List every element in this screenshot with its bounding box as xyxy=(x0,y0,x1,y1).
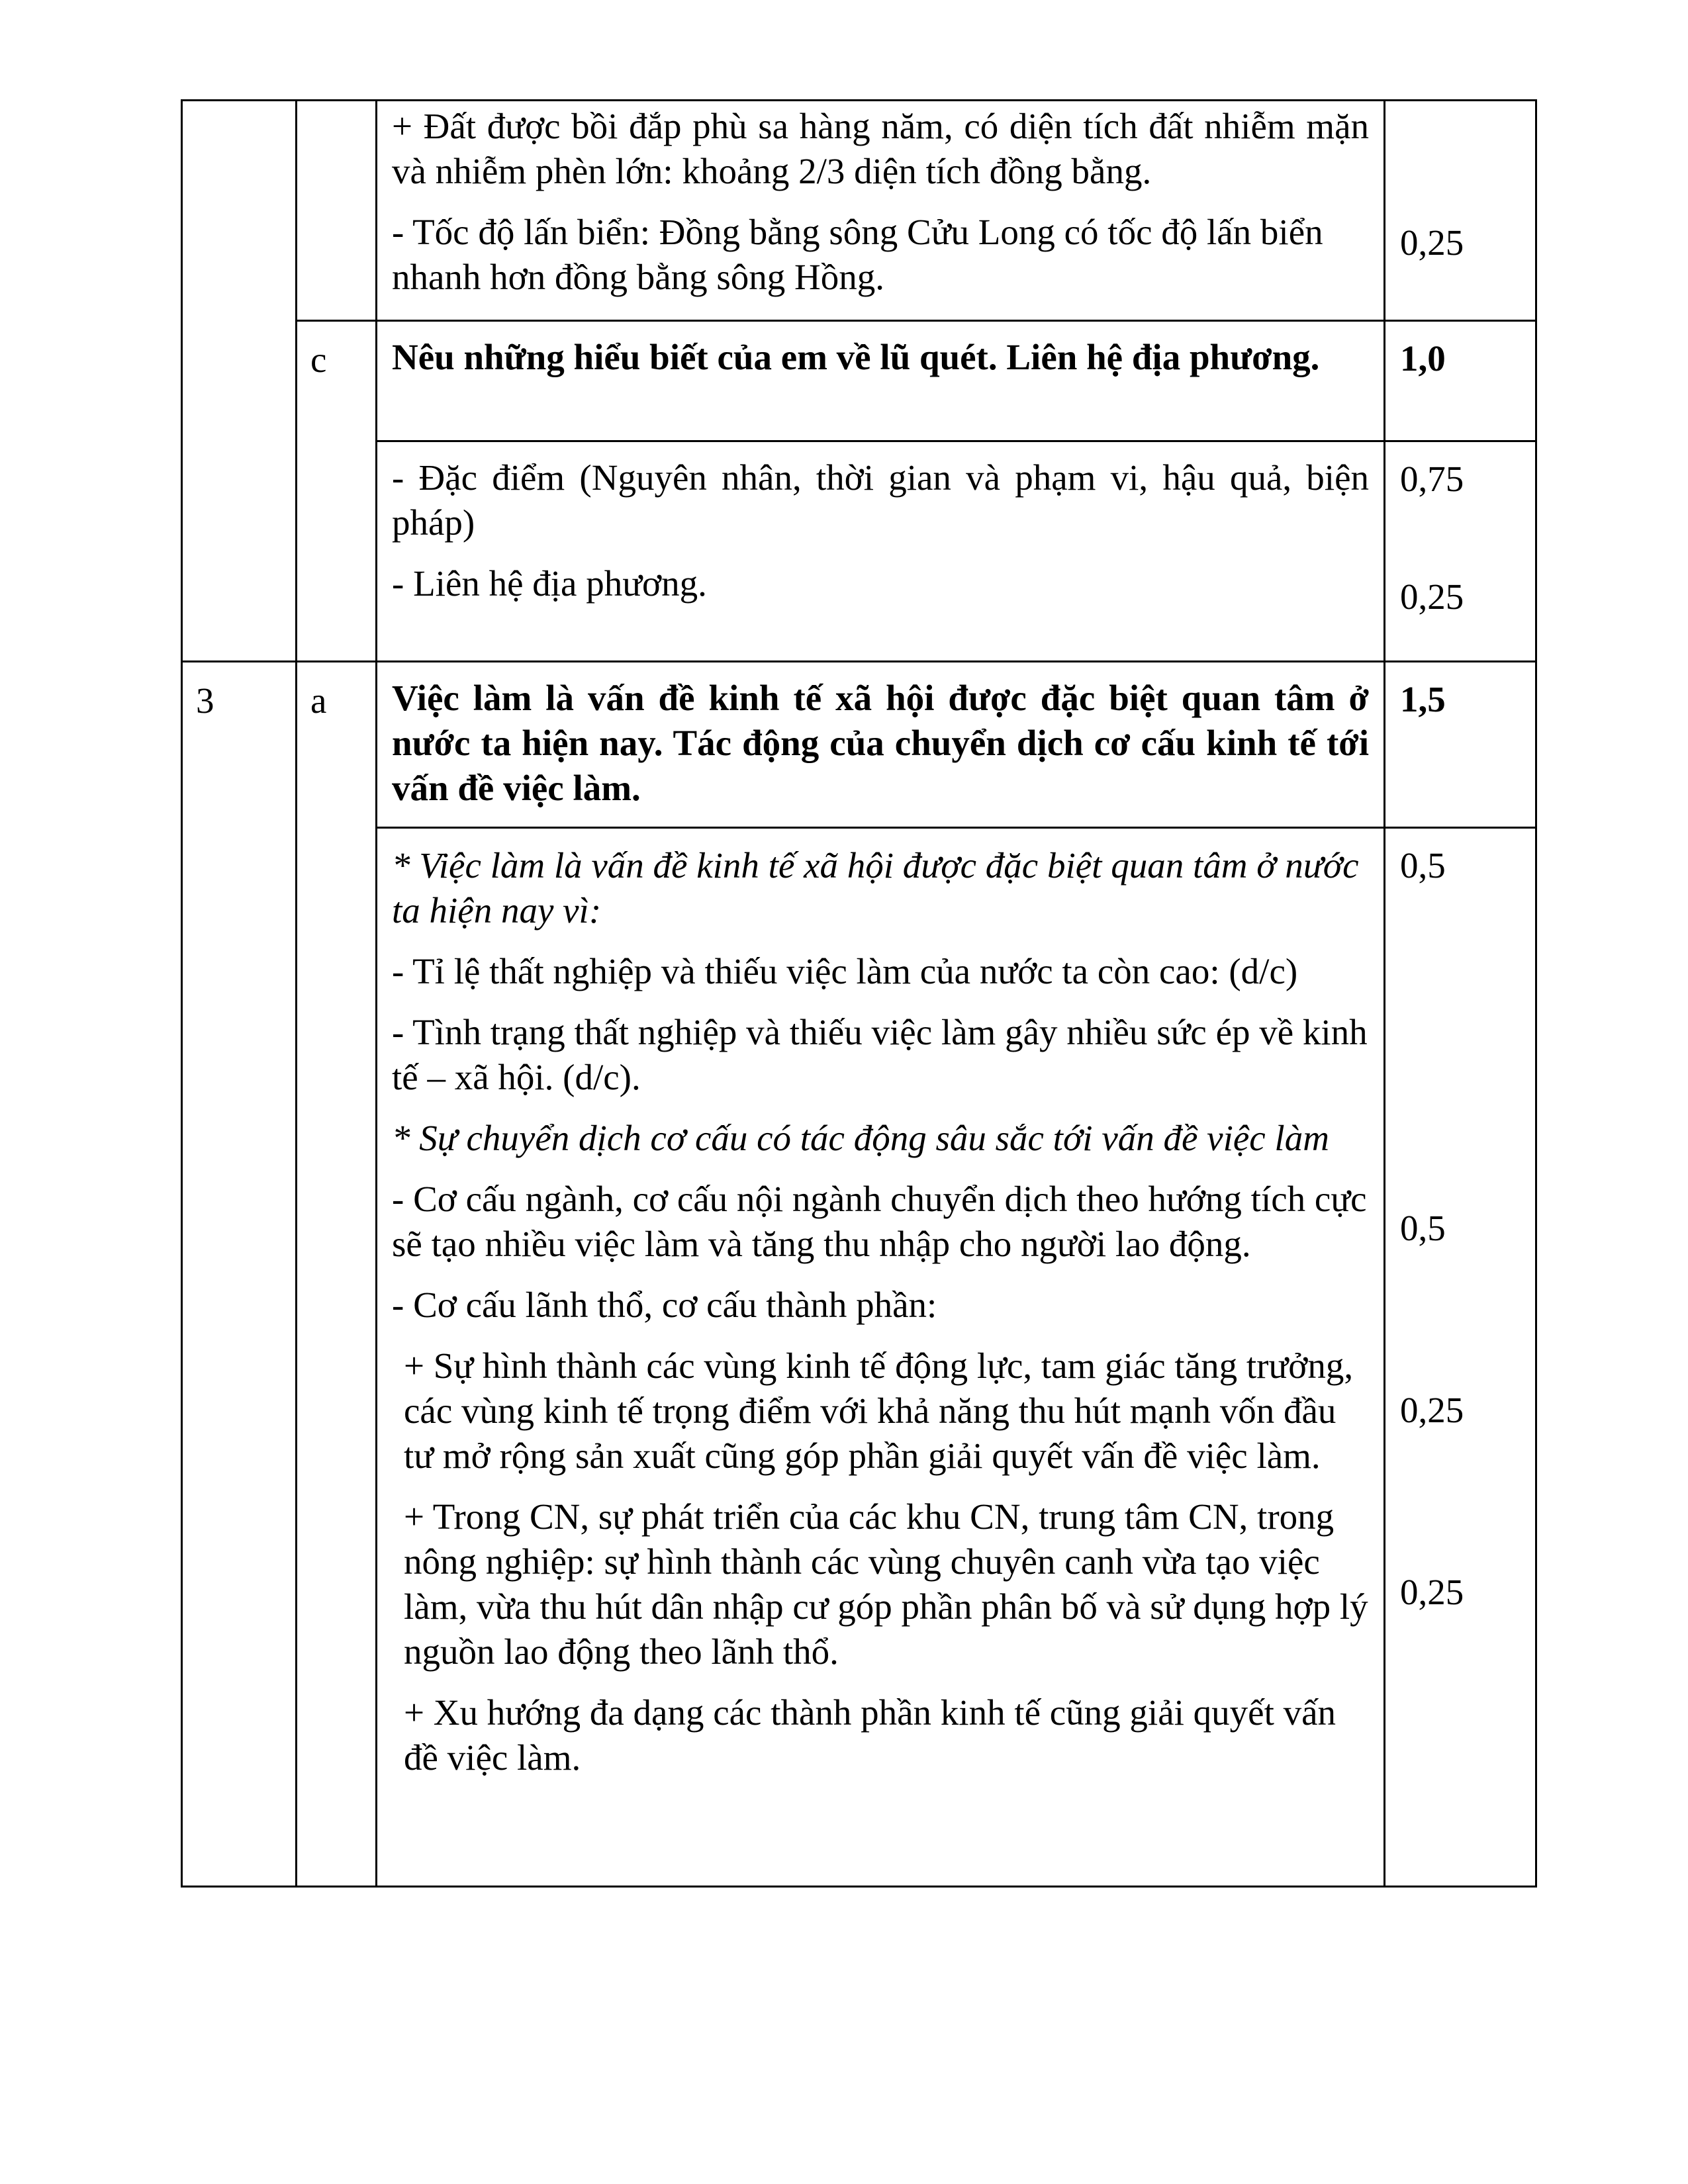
table-row xyxy=(182,101,1536,321)
answer-line: + Đất được bồi đắp phù sa hàng năm, có diện tích đất nhiễm mặn và nhiễm phèn lớn: khoảng 2/3 diện tích đồng bằng. xyxy=(392,106,1369,191)
answer-line: - Tốc độ lấn biển: Đồng bằng sông Cửu Long có tốc độ lấn biển nhanh hơn đồng bằng sông Hồng. xyxy=(392,212,1323,297)
question-number-cell xyxy=(182,662,297,1887)
question-heading-cell xyxy=(377,662,1385,828)
score-value: 0,25 xyxy=(1400,576,1464,617)
answer-line: - Cơ cấu lãnh thổ, cơ cấu thành phần: xyxy=(392,1285,937,1325)
score-value: 0,25 xyxy=(1400,1572,1464,1612)
grading-table xyxy=(181,99,1537,1888)
answer-text-cell xyxy=(377,828,1385,1887)
answer-line: - Đặc điểm (Nguyên nhân, thời gian và phạm vi, hậu quả, biện pháp) xyxy=(392,457,1369,543)
score-cell xyxy=(1385,828,1536,1887)
question-heading: Nêu những hiểu biết của em về lũ quét. Liên hệ địa phương. xyxy=(392,337,1320,377)
score-value: 1,0 xyxy=(1400,338,1446,379)
answer-text-cell xyxy=(377,101,1385,321)
answer-line: - Cơ cấu ngành, cơ cấu nội ngành chuyển dịch theo hướng tích cực sẽ tạo nhiều việc làm và tăng thu nhập cho người lao động. xyxy=(392,1179,1367,1264)
question-number: 3 xyxy=(196,680,214,721)
score-value: 1,5 xyxy=(1400,679,1446,719)
score-cell xyxy=(1385,101,1536,321)
answer-line: + Sự hình thành các vùng kinh tế động lực, tam giác tăng trưởng, các vùng kinh tế trọng điểm với khả năng thu hút mạnh vốn đầu tư mở rộng sản xuất cũng góp phần giải quyết vấn đề việc làm. xyxy=(404,1345,1354,1476)
table-row xyxy=(182,662,1536,828)
score-cell xyxy=(1385,662,1536,828)
answer-line: - Tình trạng thất nghiệp và thiếu việc làm gây nhiều sức ép về kinh tế – xã hội. (d/c). xyxy=(392,1012,1368,1097)
answer-line: + Trong CN, sự phát triển của các khu CN, trung tâm CN, trong nông nghiệp: sự hình thành các vùng chuyên canh vừa tạo việc làm, vừa thu hút dân nhập cư góp phần phân bố và sử dụng hợp lý nguồn lao động theo lãnh thổ. xyxy=(404,1496,1368,1672)
table-row xyxy=(182,441,1536,662)
answer-line: * Sự chuyển dịch cơ cấu có tác động sâu sắc tới vấn đề việc làm xyxy=(392,1118,1329,1158)
score-value: 0,25 xyxy=(1400,1390,1464,1430)
question-heading: Việc làm là vấn đề kinh tế xã hội được đặc biệt quan tâm ở nước ta hiện nay. Tác động của chuyển dịch cơ cấu kinh tế tới vấn đề việc làm. xyxy=(392,678,1369,808)
score-value: 0,25 xyxy=(1400,222,1464,263)
answer-line: - Tỉ lệ thất nghiệp và thiếu việc làm của nước ta còn cao: (d/c) xyxy=(392,951,1298,991)
table-row xyxy=(182,321,1536,441)
score-value: 0,75 xyxy=(1400,459,1464,499)
score-value: 0,5 xyxy=(1400,845,1446,886)
answer-line: - Liên hệ địa phương. xyxy=(392,563,707,604)
question-heading-cell xyxy=(377,321,1385,441)
table-row xyxy=(182,828,1536,1887)
part-cell xyxy=(297,101,377,321)
part-label: a xyxy=(310,680,327,721)
part-cell xyxy=(297,662,377,1887)
score-value: 0,5 xyxy=(1400,1208,1446,1248)
score-cell xyxy=(1385,321,1536,441)
answer-line: + Xu hướng đa dạng các thành phần kinh tế cũng giải quyết vấn đề việc làm. xyxy=(404,1692,1336,1778)
answer-text-cell xyxy=(377,441,1385,662)
score-cell xyxy=(1385,441,1536,662)
part-label: c xyxy=(310,340,327,380)
question-number-cell xyxy=(182,101,297,662)
part-cell xyxy=(297,321,377,662)
answer-line: * Việc làm là vấn đề kinh tế xã hội được đặc biệt quan tâm ở nước ta hiện nay vì: xyxy=(392,845,1359,931)
